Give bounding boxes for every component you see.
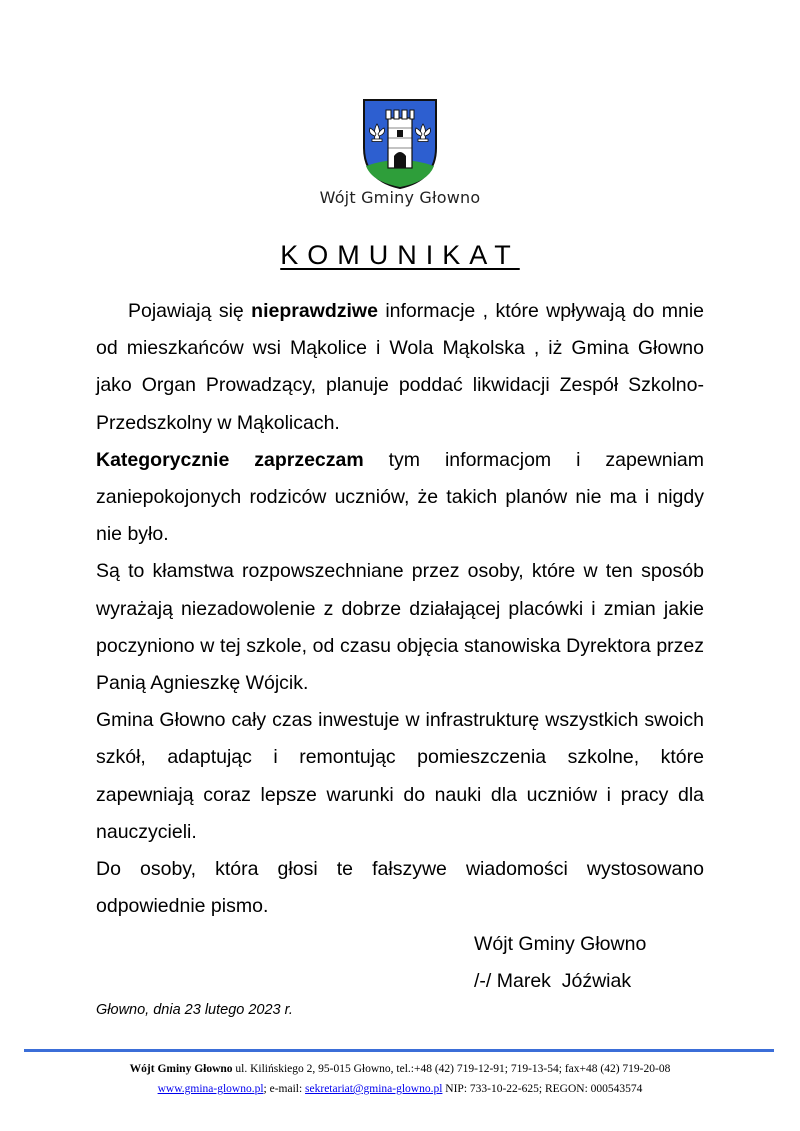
announcement-body	[96, 293, 704, 925]
email-link[interactable]: sekretariat@gmina-glowno.pl	[305, 1083, 443, 1095]
paragraph-1	[96, 293, 704, 442]
place-date: Głowno, dnia 23 lutego 2023 r.	[96, 1002, 293, 1018]
paragraph-3: Są to kłamstwa rozpowszechniane przez osoby, które w ten sposób wyrażają niezadowolenie z dobrze działającej placówki i zmian jakie poczyniono w tej szkole, od czasu objęcia stanowiska Dyrektora przez Panią Agnieszkę Wójcik.	[96, 560, 704, 695]
emphasis-text: nieprawdziwe	[251, 300, 378, 322]
emphasis-text: Kategorycznie zaprzeczam	[96, 448, 364, 471]
paragraph-2	[96, 442, 704, 554]
footer-contact-line	[0, 1079, 800, 1099]
paragraph-5: Do osoby, która głosi te fałszywe wiadomości wystosowano odpowiednie pismo.	[96, 858, 704, 918]
text-span: tym informacjom i zapewniam zaniepokojonych rodziców uczniów, że takich planów nie ma i nigdy nie było.	[96, 448, 704, 546]
email-label: ; e-mail:	[263, 1083, 306, 1095]
page-title: KOMUNIKAT	[280, 240, 520, 270]
paragraph-4: Gmina Głowno cały czas inwestuje w infrastrukturę wszystkich swoich szkół, adaptując i remontując pomieszczenia szkolne, które zapewniają coraz lepsze warunki do nauki dla uczniów i pracy dla nauczycieli.	[96, 709, 704, 843]
signature-name: /-/ Marek Jóźwiak	[474, 970, 632, 993]
footer	[0, 1059, 800, 1099]
footer-address-line	[0, 1059, 800, 1079]
footer-divider	[24, 1049, 774, 1052]
footer-ids: NIP: 733-10-22-625; REGON: 000543574	[442, 1083, 643, 1095]
website-link[interactable]: www.gmina-glowno.pl	[157, 1083, 264, 1095]
footer-org: Wójt Gminy Głowno	[129, 1063, 233, 1075]
authority-title: Wójt Gminy Głowno	[319, 188, 481, 207]
footer-address: ul. Kilińskiego 2, 95-015 Głowno, tel.:+48 (42) 719-12-91; 719-13-54; fax+48 (42) 719-20-08	[232, 1063, 671, 1075]
signature-block	[474, 926, 646, 1000]
signature-title: Wójt Gminy Głowno	[474, 933, 647, 955]
text-span: Pojawiają się	[128, 300, 252, 322]
coat-of-arms-icon	[360, 96, 440, 190]
text-span: informacje , które wpływają do mnie od mieszkańców wsi Mąkolice i Wola Mąkolska , iż Gmina Głowno jako Organ Prowadzący, planuje poddać likwidacji Zespół Szkolno-Przedszkolny w Mąkolicach.	[96, 300, 704, 434]
